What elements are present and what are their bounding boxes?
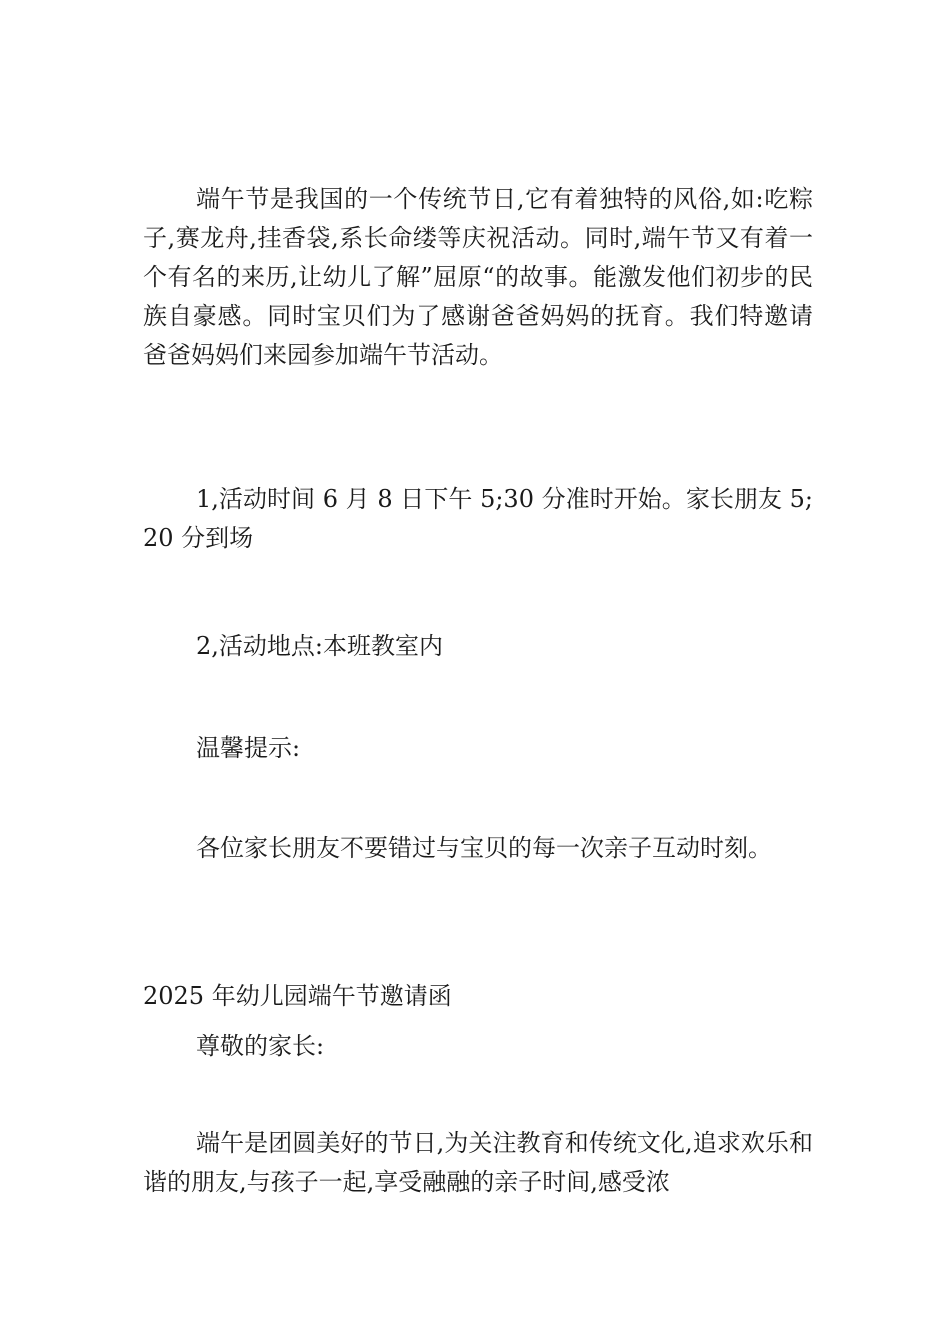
salutation: 尊敬的家长: xyxy=(196,1032,325,1060)
intro-paragraph: 端午节是我国的一个传统节日,它有着独特的风俗,如:吃粽子,赛龙舟,挂香袋,系长命缕等庆祝活动。同时,端午节又有着一个有名的来历,让幼儿了解”屈原“的故事。能激发他们初步的民族自豪感。同时宝贝们为了感谢爸爸妈妈的抚育。我们特邀请爸爸妈妈们来园参加端午节活动。 xyxy=(143,185,813,369)
invitation-title: 2025 年幼儿园端午节邀请函 xyxy=(143,982,452,1010)
tip-label: 温馨提示: xyxy=(196,734,301,762)
tip-text: 各位家长朋友不要错过与宝贝的每一次亲子互动时刻。 xyxy=(196,834,772,862)
closing-paragraph: 端午是团圆美好的节日,为关注教育和传统文化,追求欢乐和谐的朋友,与孩子一起,享受融融的亲子时间,感受浓 xyxy=(143,1129,813,1196)
activity-place-item: 2,活动地点:本班教室内 xyxy=(196,632,443,660)
activity-time-item: 1,活动时间 6 月 8 日下午 5;30 分准时开始。家长朋友 5;20 分到场 xyxy=(143,485,813,552)
